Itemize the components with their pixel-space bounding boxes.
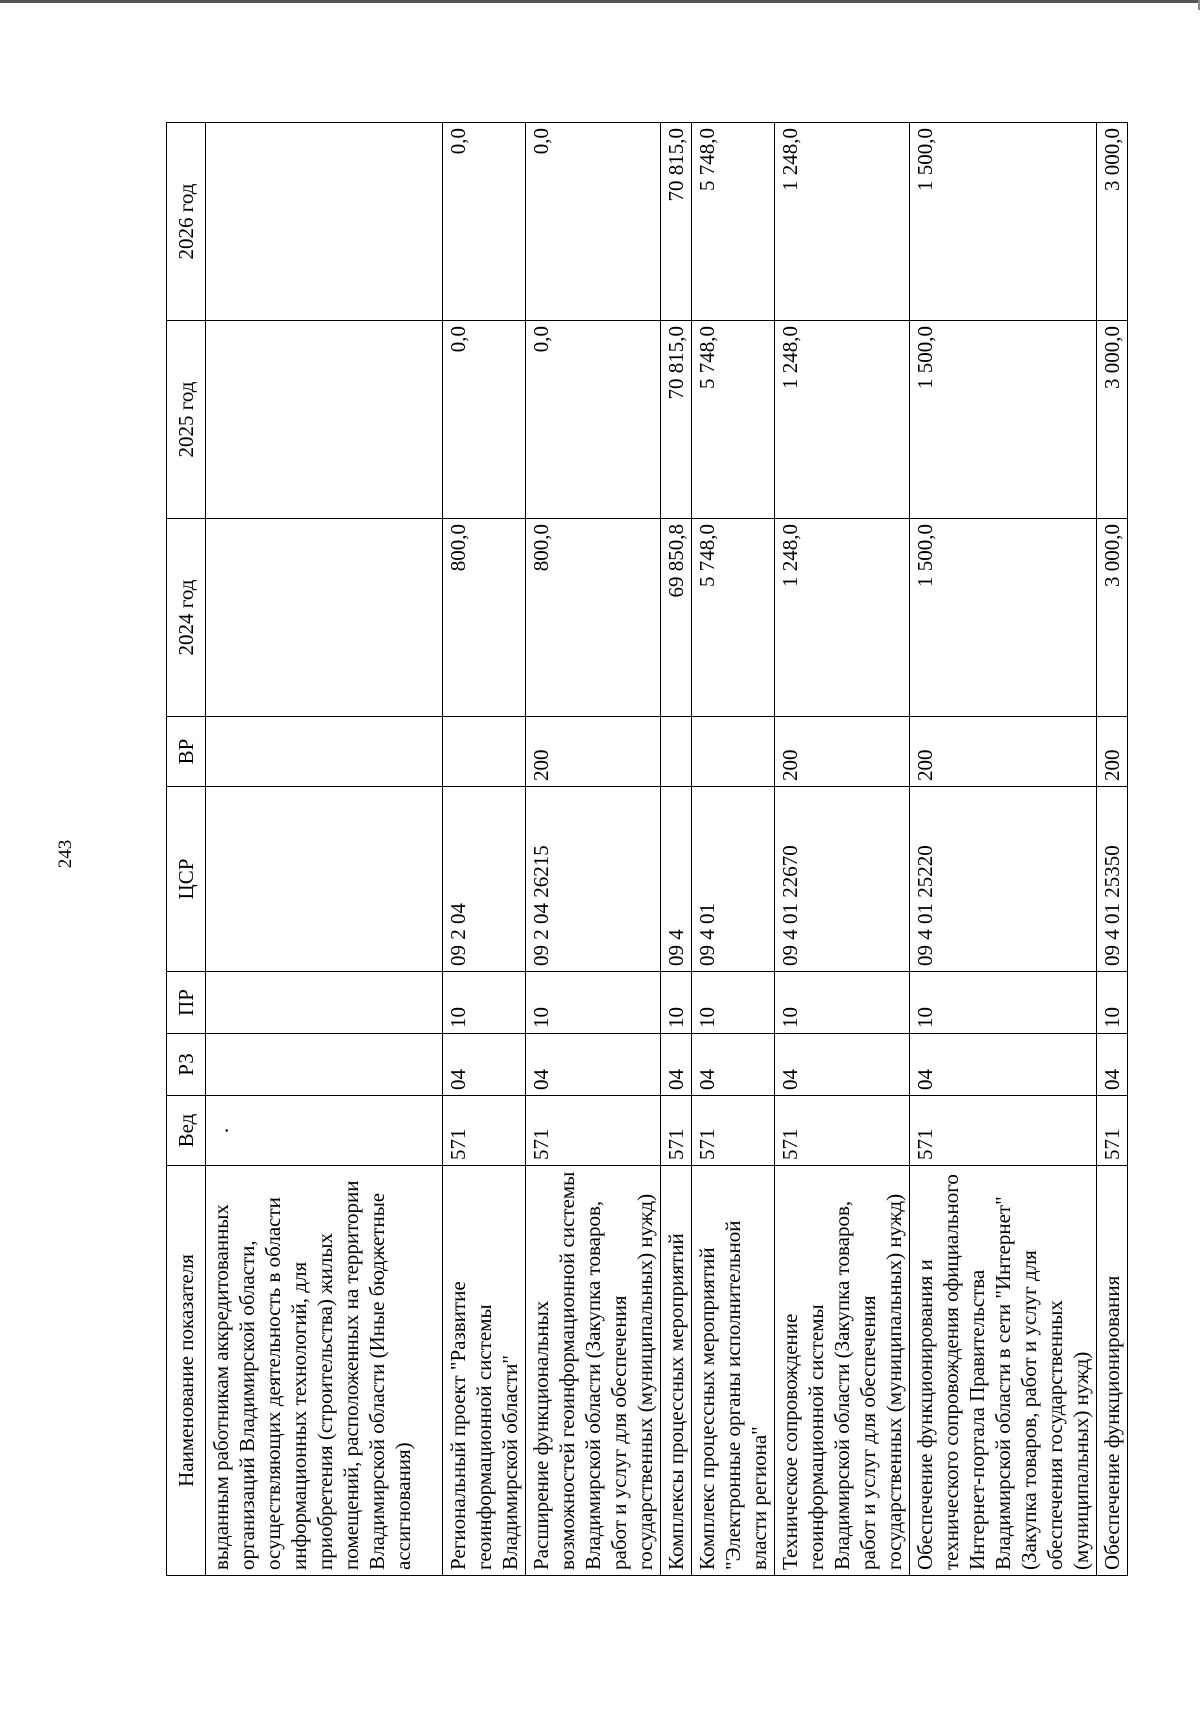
cell-name: Обеспечение функционирования и технического сопровождения официального Интернет-портала Правительства Владимирской области в сети "Интернет" (Закупка товаров, работ и услуг для обеспечения государственных (муниципальных) нужд) xyxy=(910,1166,1097,1576)
cell-pr: 10 xyxy=(526,972,661,1034)
cell-2024: 69 850,8 xyxy=(661,519,692,717)
cell-rz: 04 xyxy=(910,1034,1097,1096)
cell-2025: 0,0 xyxy=(526,321,661,519)
cell-vr xyxy=(206,717,443,787)
cell-csr: 09 4 xyxy=(661,787,692,972)
table-row xyxy=(775,123,910,1576)
cell-ved: 571 xyxy=(775,1096,910,1166)
cell-2026: 5 748,0 xyxy=(692,123,775,321)
cell-2025: 1 248,0 xyxy=(775,321,910,519)
cell-vr xyxy=(661,717,692,787)
cell-2025: 0,0 xyxy=(443,321,526,519)
table-row xyxy=(443,123,526,1576)
cell-ved: 571 xyxy=(443,1096,526,1166)
table-row xyxy=(526,123,661,1576)
cell-pr: 10 xyxy=(443,972,526,1034)
cell-vr xyxy=(692,717,775,787)
cell-rz: 04 xyxy=(526,1034,661,1096)
cell-2026: 0,0 xyxy=(526,123,661,321)
cell-2026: 0,0 xyxy=(443,123,526,321)
cell-2025: 1 500,0 xyxy=(910,321,1097,519)
header-csr: ЦСР xyxy=(167,787,206,972)
cell-csr: 09 2 04 26215 xyxy=(526,787,661,972)
cell-2025: 3 000,0 xyxy=(1097,321,1128,519)
table-row xyxy=(206,123,443,1576)
table-row xyxy=(1097,123,1128,1576)
header-vr: ВР xyxy=(167,717,206,787)
cell-2025: 70 815,0 xyxy=(661,321,692,519)
cell-rz: 04 xyxy=(443,1034,526,1096)
cell-name: Региональный проект "Развитие геоинформационной системы Владимирской области" xyxy=(443,1166,526,1576)
cell-rz: 04 xyxy=(692,1034,775,1096)
cell-2024: 5 748,0 xyxy=(692,519,775,717)
header-name: Наименование показателя xyxy=(167,1166,206,1576)
cell-ved: 571 xyxy=(692,1096,775,1166)
table-row xyxy=(661,123,692,1576)
cell-pr: 10 xyxy=(1097,972,1128,1034)
cell-pr: 10 xyxy=(775,972,910,1034)
cell-ved: 571 xyxy=(661,1096,692,1166)
cell-name: Техническое сопровождение геоинформационной системы Владимирской области (Закупка товаров, работ и услуг для обеспечения государственных (муниципальных) нужд) xyxy=(775,1166,910,1576)
header-2026: 2026 год xyxy=(167,123,206,321)
cell-csr: 09 4 01 22670 xyxy=(775,787,910,972)
cell-pr: 10 xyxy=(661,972,692,1034)
cell-2026: 3 000,0 xyxy=(1097,123,1128,321)
cell-2026 xyxy=(206,123,443,321)
cell-2026: 1 248,0 xyxy=(775,123,910,321)
header-pr: ПР xyxy=(167,972,206,1034)
cell-name: Комплексы процессных мероприятий xyxy=(661,1166,692,1576)
cell-csr: 09 2 04 xyxy=(443,787,526,972)
cell-pr xyxy=(206,972,443,1034)
cell-ved: 571 xyxy=(1097,1096,1128,1166)
cell-2024: 1 248,0 xyxy=(775,519,910,717)
cell-2026: 1 500,0 xyxy=(910,123,1097,321)
cell-vr: 200 xyxy=(526,717,661,787)
cell-pr: 10 xyxy=(910,972,1097,1034)
scan-top-edge xyxy=(0,0,1200,3)
header-rz: РЗ xyxy=(167,1034,206,1096)
cell-pr: 10 xyxy=(692,972,775,1034)
rotated-table-wrapper xyxy=(166,123,1146,1576)
cell-2024 xyxy=(206,519,443,717)
table-header-row xyxy=(167,123,206,1576)
cell-csr: 09 4 01 25220 xyxy=(910,787,1097,972)
cell-name: выданным работникам аккредитованных организаций Владимирской области, осуществляющих деятельность в области информационных технологий, для приобретения (строительства) жилых помещений, расположенных на территории Владимирской области (Иные бюджетные ассигнования) xyxy=(206,1166,443,1576)
cell-2024: 800,0 xyxy=(443,519,526,717)
cell-rz: 04 xyxy=(775,1034,910,1096)
cell-ved: . xyxy=(206,1096,443,1166)
cell-2024: 3 000,0 xyxy=(1097,519,1128,717)
cell-ved: 571 xyxy=(910,1096,1097,1166)
cell-vr xyxy=(443,717,526,787)
cell-csr xyxy=(206,787,443,972)
header-2024: 2024 год xyxy=(167,519,206,717)
cell-rz: 04 xyxy=(661,1034,692,1096)
page-number: 243 xyxy=(55,839,76,869)
cell-vr: 200 xyxy=(910,717,1097,787)
cell-2024: 800,0 xyxy=(526,519,661,717)
cell-2024: 1 500,0 xyxy=(910,519,1097,717)
budget-table xyxy=(166,122,1128,1576)
cell-csr: 09 4 01 xyxy=(692,787,775,972)
cell-vr: 200 xyxy=(1097,717,1128,787)
cell-ved: 571 xyxy=(526,1096,661,1166)
cell-name: Расширение функциональных возможностей геоинформационной системы Владимирской области (Закупка товаров, работ и услуг для обеспечения государственных (муниципальных) нужд) xyxy=(526,1166,661,1576)
cell-rz xyxy=(206,1034,443,1096)
header-2025: 2025 год xyxy=(167,321,206,519)
cell-2025: 5 748,0 xyxy=(692,321,775,519)
cell-name: Обеспечение функционирования xyxy=(1097,1166,1128,1576)
cell-csr: 09 4 01 25350 xyxy=(1097,787,1128,972)
cell-rz: 04 xyxy=(1097,1034,1128,1096)
cell-vr: 200 xyxy=(775,717,910,787)
cell-2025 xyxy=(206,321,443,519)
table-row xyxy=(910,123,1097,1576)
cell-2026: 70 815,0 xyxy=(661,123,692,321)
table-row xyxy=(692,123,775,1576)
header-ved: Вед xyxy=(167,1096,206,1166)
cell-name: Комплекс процессных мероприятий "Электронные органы исполнительной власти региона" xyxy=(692,1166,775,1576)
